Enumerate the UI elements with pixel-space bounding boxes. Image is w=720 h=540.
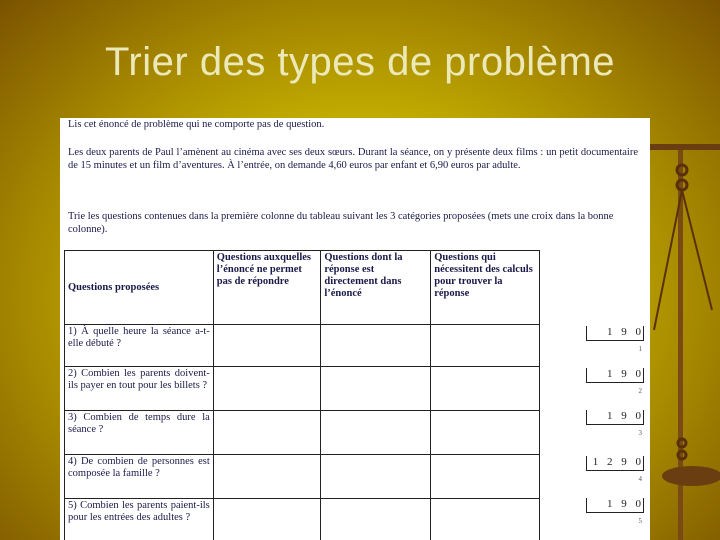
operation-item xyxy=(584,368,646,408)
operation-digits: 1 9 0 xyxy=(607,498,644,510)
operation-digits: 1 9 0 xyxy=(607,326,644,338)
header-direct-answer: Questions dont la réponse est directement dans l’énoncé xyxy=(321,251,431,325)
header-no-answer: Questions auxquelles l’énoncé ne permet pas de répondre xyxy=(213,251,321,325)
answer-cell[interactable] xyxy=(213,499,321,540)
answer-cell[interactable] xyxy=(321,411,431,455)
question-cell: 1) À quelle heure la séance a-t-elle débuté ? xyxy=(65,325,214,367)
exercise-document xyxy=(60,118,650,540)
operation-item xyxy=(584,326,646,366)
header-proposed-questions: Questions proposées xyxy=(65,251,214,325)
answer-cell[interactable] xyxy=(431,325,540,367)
answer-cell[interactable] xyxy=(321,325,431,367)
question-cell: 4) De combien de personnes est composée la famille ? xyxy=(65,455,214,499)
side-operations xyxy=(580,326,650,540)
question-cell: 3) Combien de temps dure la séance ? xyxy=(65,411,214,455)
slide-title: Trier des types de problème xyxy=(104,40,616,84)
answer-cell[interactable] xyxy=(431,455,540,499)
exercise-intro: Lis cet énoncé de problème qui ne comporte pas de question. xyxy=(68,119,325,130)
sorting-table xyxy=(64,250,540,540)
operation-digits: 1 9 0 xyxy=(607,368,644,380)
operation-index: 1 xyxy=(638,345,642,353)
operation-index: 3 xyxy=(638,429,642,437)
operation-index: 2 xyxy=(638,387,642,395)
question-cell: 2) Combien les parents doivent-ils payer en tout pour les billets ? xyxy=(65,367,214,411)
answer-cell[interactable] xyxy=(213,325,321,367)
operation-index: 5 xyxy=(638,517,642,525)
answer-cell[interactable] xyxy=(321,499,431,540)
answer-cell[interactable] xyxy=(321,367,431,411)
sorting-instruction: Trie les questions contenues dans la première colonne du tableau suivant les 3 catégories proposées (mets une croix dans la bonne colonne). xyxy=(68,211,614,235)
answer-cell[interactable] xyxy=(431,499,540,540)
problem-statement: Les deux parents de Paul l’amènent au cinéma avec ses deux sœurs. Durant la séance, on y présente deux films : un petit documentaire de 15 minutes et un film d’aventures. À l’entrée, on demande 4,60 euros par enfant et 6,90 euros par adulte. xyxy=(68,147,638,171)
answer-cell[interactable] xyxy=(213,455,321,499)
answer-cell[interactable] xyxy=(213,367,321,411)
question-cell: 5) Combien les parents paient-ils pour les entrées des adultes ? xyxy=(65,499,214,540)
answer-cell[interactable] xyxy=(321,455,431,499)
operation-item xyxy=(584,456,646,496)
answer-cell[interactable] xyxy=(213,411,321,455)
balance-scale-icon xyxy=(640,130,720,540)
operation-digits: 1 2 9 0 xyxy=(592,456,644,468)
operation-item xyxy=(584,498,646,538)
answer-cell[interactable] xyxy=(431,367,540,411)
operation-item xyxy=(584,410,646,450)
header-needs-calculation: Questions qui nécessitent des calculs pour trouver la réponse xyxy=(431,251,540,325)
answer-cell[interactable] xyxy=(431,411,540,455)
operation-index: 4 xyxy=(638,475,642,483)
operation-digits: 1 9 0 xyxy=(607,410,644,422)
